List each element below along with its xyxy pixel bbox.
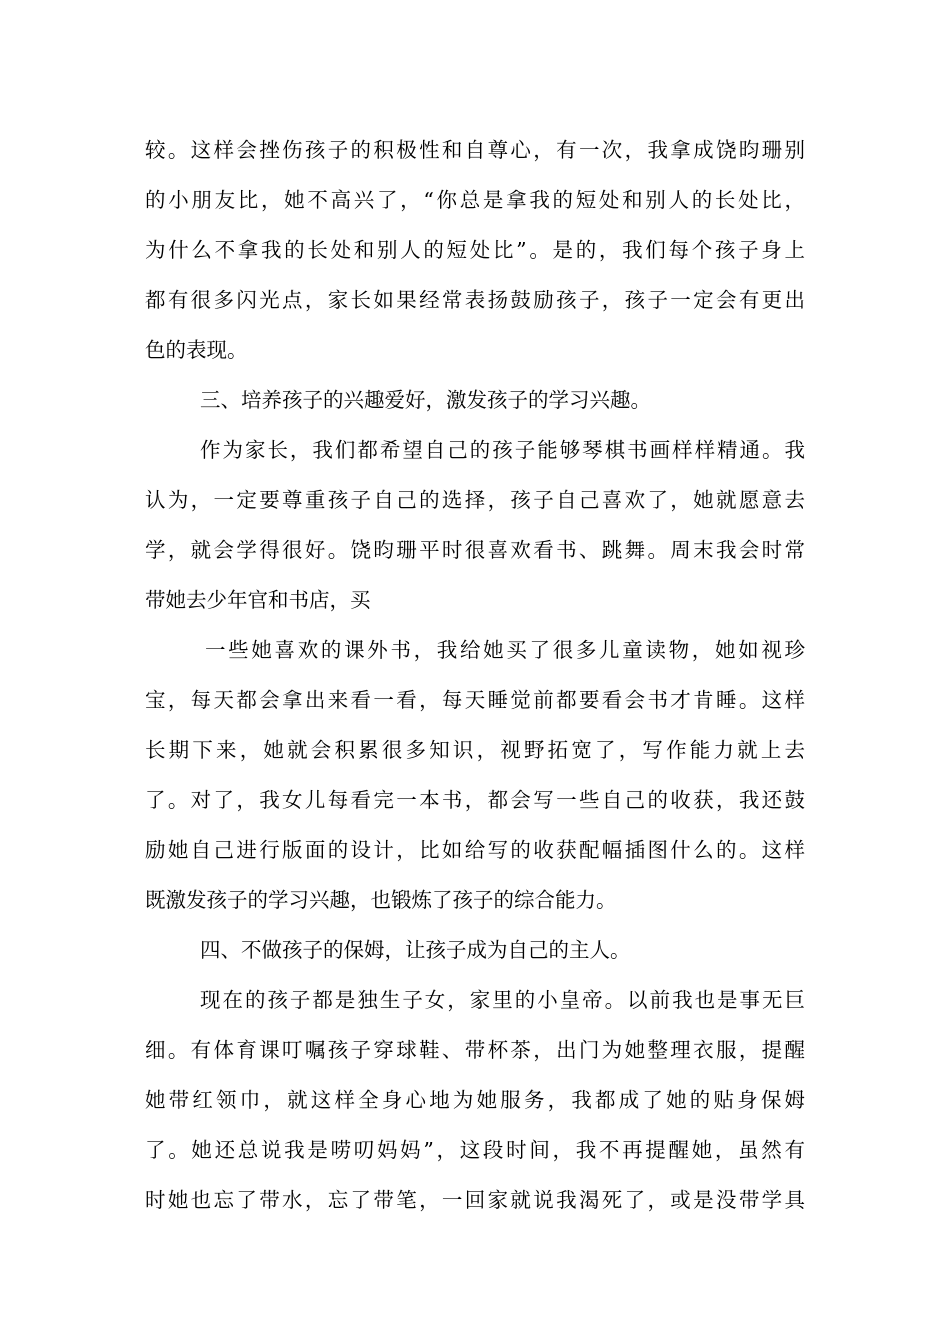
text-line: 细。有体育课叮嘱孩子穿球鞋、带杯茶，出门为她整理衣服，提醒	[145, 1038, 805, 1062]
text-line: 带她去少年官和书店，买	[145, 588, 371, 612]
paragraph-first-line: 作为家长，我们都希望自己的孩子能够琴棋书画样样精通。我	[200, 438, 805, 462]
section-heading: 三、培养孩子的兴趣爱好，激发孩子的学习兴趣。	[200, 388, 651, 412]
text-line: 认为，一定要尊重孩子自己的选择，孩子自己喜欢了，她就愿意去	[145, 488, 805, 512]
text-line: 都有很多闪光点，家长如果经常表扬鼓励孩子，孩子一定会有更出	[145, 288, 805, 312]
paragraph-first-line: 现在的孩子都是独生子女，家里的小皇帝。以前我也是事无巨	[200, 988, 805, 1012]
text-line: 色的表现。	[145, 338, 248, 362]
text-line: 较。这样会挫伤孩子的积极性和自尊心，有一次，我拿成饶昀珊别	[145, 138, 805, 162]
text-line: 了。她还总说我是唠叨妈妈”，这段时间，我不再提醒她，虽然有	[145, 1138, 805, 1162]
text-line: 励她自己进行版面的设计，比如给写的收获配幅插图什么的。这样	[145, 838, 805, 862]
text-line: 长期下来，她就会积累很多知识，视野拓宽了，写作能力就上去	[145, 738, 805, 762]
paragraph-first-line: 一些她喜欢的课外书，我给她买了很多儿童读物，她如视珍	[205, 638, 805, 662]
text-line: 为什么不拿我的长处和别人的短处比”。是的，我们每个孩子身上	[145, 238, 805, 262]
text-line: 了。对了，我女儿每看完一本书，都会写一些自己的收获，我还鼓	[145, 788, 805, 812]
text-line: 宝，每天都会拿出来看一看，每天睡觉前都要看会书才肯睡。这样	[145, 688, 805, 712]
text-line: 学，就会学得很好。饶昀珊平时很喜欢看书、跳舞。周末我会时常	[145, 538, 805, 562]
text-line: 的小朋友比，她不高兴了，“你总是拿我的短处和别人的长处比，	[145, 188, 805, 212]
text-line: 时她也忘了带水，忘了带笔，一回家就说我渴死了，或是没带学具	[145, 1188, 805, 1212]
text-line: 她带红领巾，就这样全身心地为她服务，我都成了她的贴身保姆	[145, 1088, 805, 1112]
section-heading: 四、不做孩子的保姆，让孩子成为自己的主人。	[200, 938, 631, 962]
text-line: 既激发孩子的学习兴趣，也锻炼了孩子的综合能力。	[145, 888, 617, 912]
